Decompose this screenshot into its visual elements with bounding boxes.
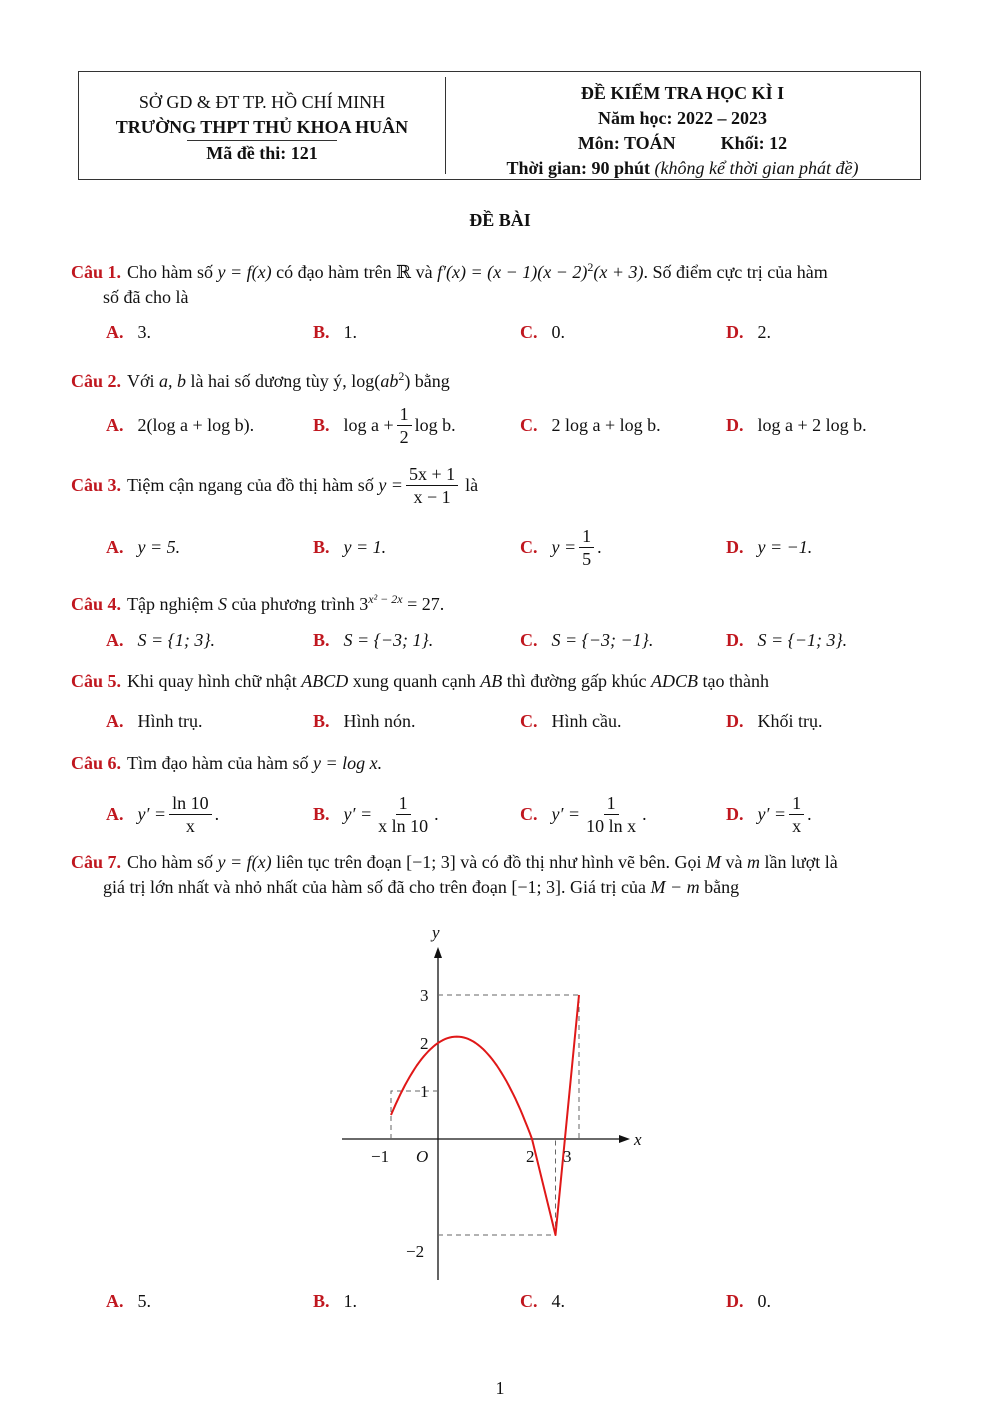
fraction-numerator: 1 [789,792,804,815]
page-number: 1 [495,1378,505,1398]
options-2 [106,400,946,450]
school-name: TRƯỜNG THPT THỦ KHOA HUÂN [115,117,409,137]
question-text: tạo thành [697,671,769,691]
option-a[interactable] [106,620,215,660]
option-text: log a + 2 log b. [757,414,867,435]
question-3 [71,460,941,510]
option-key: C. [520,629,538,650]
question-text: = 27. [402,594,445,614]
math-expr: y = log x. [312,753,383,773]
option-c[interactable] [520,400,661,450]
exam-code: Mã đề thi: 121 [206,143,318,163]
option-d[interactable] [726,522,812,572]
x-axis-arrow [619,1135,630,1143]
option-key: D. [726,414,744,435]
question-text: là [465,474,479,495]
question-text: là hai số dương tùy ý, log( [186,371,381,391]
option-text: 5. [137,1290,151,1311]
option-text: Hình nón. [343,710,416,731]
option-text: y′ = [343,803,373,824]
question-text: và có đồ thị như hình vẽ bên. Gọi [455,852,706,872]
option-d[interactable] [726,312,771,352]
option-text: 0. [551,321,565,342]
question-number: Câu 2. [71,371,122,391]
math-exponent: 2 [398,369,405,383]
function-graph [330,920,650,1290]
math-expr: a, b [159,371,187,391]
question-4 [71,587,941,617]
option-a[interactable] [106,522,180,572]
question-text: thì đường gấp khúc [502,671,651,691]
option-text: log b. [414,414,456,435]
option-text: y = [551,536,577,557]
math-symbol: ℝ [396,262,412,282]
x-tick-label: 2 [526,1147,535,1166]
option-text: log a + [343,414,394,435]
math-expr: (x + 3) [593,262,644,282]
time-note: (không kể thời gian phát đề) [654,158,859,178]
option-key: D. [726,710,744,731]
option-a[interactable] [106,1281,151,1321]
option-text: S = {1; 3}. [137,629,216,650]
page-title: ĐỀ BÀI [469,210,531,230]
exam-time [445,156,920,181]
question-5 [71,669,941,694]
question-text: Với [127,371,160,391]
option-key: C. [520,414,538,435]
question-text: . Giá trị của [561,877,651,897]
options-7 [106,1281,946,1321]
option-key: A. [106,1290,124,1311]
time-value: Thời gian: 90 phút [506,158,650,178]
school-year: Năm học: 2022 – 2023 [598,108,767,128]
option-c[interactable]: C. y′ = $\frac{1}{\text{10 ln x}}$ . [520,792,647,836]
option-b[interactable] [313,1281,357,1321]
fraction-denominator: 10 ln x [586,815,637,836]
fraction-numerator: ln 10 [169,792,212,815]
option-text: y′ = [757,803,787,824]
option-b[interactable] [313,620,433,660]
question-6 [71,751,941,776]
option-c[interactable] [520,701,621,741]
options-3 [106,522,946,572]
option-c[interactable] [520,1281,565,1321]
option-b[interactable] [313,400,456,450]
header-left [79,90,445,166]
option-key: A. [106,803,124,824]
question-text: . Số điểm cực trị của hàm [643,262,828,282]
question-7 [71,850,941,900]
question-number: Câu 1. [71,262,122,282]
question-1 [71,255,941,310]
function-curve [391,995,579,1235]
option-key: C. [520,1290,538,1311]
fraction [579,525,594,570]
department-name: SỞ GD & ĐT TP. HỒ CHÍ MINH [138,92,386,112]
fraction [397,403,412,448]
option-text: S = {−1; 3}. [757,629,848,650]
option-d[interactable] [726,701,823,741]
option-c[interactable] [520,312,565,352]
option-key: A. [106,536,124,557]
option-a[interactable] [106,312,151,352]
question-text: Cho hàm số [127,852,218,872]
question-number: Câu 4. [71,594,122,614]
question-number: Câu 7. [71,852,122,872]
fraction-denominator: 2 [399,426,409,447]
x-tick-label: −1 [371,1147,390,1166]
guide-line [438,1139,556,1235]
option-key: D. [726,803,744,824]
option-key: D. [726,629,744,650]
option-key: B. [313,629,330,650]
options-1 [106,312,946,352]
y-tick-label: 3 [420,986,429,1005]
option-text: 2(log a + log b). [137,414,255,435]
option-b[interactable] [313,312,357,352]
x-axis-label: x [634,1130,642,1149]
option-text: y = 5. [137,536,181,557]
option-key: B. [313,536,330,557]
fraction [583,792,639,837]
math-expr: y = f(x) [217,852,272,872]
option-c[interactable] [520,522,602,572]
options-5 [106,701,946,741]
math-expr: y = f(x) [217,262,272,282]
option-key: D. [726,1290,744,1311]
option-text: 1. [343,1290,358,1311]
fraction-denominator: x − 1 [413,486,451,507]
fraction [169,792,212,837]
fraction-numerator: 1 [397,403,412,426]
option-key: B. [313,321,330,342]
question-text: và [411,262,438,282]
question-text: của phương trình 3 [227,594,369,614]
fraction-denominator: x ln 10 [378,815,429,836]
option-text: Hình cầu. [551,710,622,731]
header-right [445,81,920,181]
math-expr: M [705,852,721,872]
question-text: lần lượt là [759,852,838,872]
y-axis-arrow [434,947,442,958]
question-text-cont: số đã cho là [103,287,189,307]
option-text: . [597,536,602,557]
option-text: 2. [757,321,771,342]
y-tick-label: 2 [420,1034,429,1053]
fraction-denominator: 5 [582,548,592,569]
fraction-numerator: 1 [604,792,619,815]
fraction [789,792,804,837]
grade: Khối: 12 [720,133,788,153]
y-tick-label: 1 [420,1082,429,1101]
question-text: Tìm đạo hàm của hàm số [127,753,313,773]
fraction-numerator: 5x + 1 [406,463,458,486]
option-b[interactable] [313,522,386,572]
math-expr: f′(x) = (x − 1)(x − 2) [437,262,588,282]
option-d[interactable] [726,400,867,450]
question-text: có đạo hàm trên [271,262,397,282]
option-text: Hình trụ. [137,710,203,731]
option-a[interactable] [106,400,254,450]
math-expr: m [746,852,760,872]
question-text-cont [71,875,941,900]
option-b[interactable] [313,701,416,741]
question-text: ) bằng [404,371,450,391]
option-key: C. [520,321,538,342]
question-2 [71,364,941,394]
option-c[interactable] [520,620,653,660]
question-number: Câu 5. [71,671,122,691]
math-expr: AB [480,671,503,691]
option-text: y = 1. [343,536,387,557]
option-key: B. [313,710,330,731]
math-expr: ADCB [650,671,698,691]
question-text: Cho hàm số [127,262,218,282]
guide-line [438,995,579,1139]
question-number: Câu 6. [71,753,122,773]
option-text: 1. [343,321,358,342]
option-key: A. [106,321,124,342]
option-d[interactable]: D. y′ = $\frac{1}{x}$ . [726,792,812,836]
math-exponent: 2 [587,260,594,274]
math-expr: S [218,594,227,614]
option-text: 2 log a + log b. [551,414,661,435]
option-text: 0. [757,1290,771,1311]
fraction-denominator: x [185,815,195,836]
exam-header [78,71,921,180]
option-d[interactable] [726,620,847,660]
math-expr: [−1; 3] [511,877,562,897]
question-text: bằng [699,877,740,897]
option-key: C. [520,803,538,824]
origin-label: O [416,1147,429,1166]
option-key: B. [313,414,330,435]
subject-grade [445,131,920,156]
option-a[interactable] [106,701,203,741]
option-text: S = {−3; 1}. [343,629,434,650]
fraction [375,792,431,837]
option-key: B. [313,803,330,824]
option-b[interactable]: B. y′ = $\frac{1}{\text{x ln 10}}$ . [313,792,439,836]
question-text: Tiệm cận ngang của đồ thị hàm số [127,474,379,495]
exam-title: ĐỀ KIỂM TRA HỌC KÌ I [580,83,785,103]
option-key: B. [313,1290,330,1311]
fraction-numerator: 1 [396,792,411,815]
option-key: A. [106,414,124,435]
math-expr: M − m [650,877,700,897]
question-text: liên tục trên đoạn [271,852,407,872]
math-expr: ab [380,371,399,391]
option-key: C. [520,710,538,731]
y-tick-label: −2 [406,1242,425,1261]
option-text: y′ = [551,803,581,824]
fraction-denominator: x [792,815,802,836]
y-axis-label: y [432,923,440,942]
question-text: giá trị lớn nhất và nhỏ nhất của hàm số đã cho trên đoạn [103,877,512,897]
option-key: D. [726,321,744,342]
options-6 [106,788,946,840]
options-4 [106,620,946,660]
option-key: C. [520,536,538,557]
math-expr: [−1; 3] [406,852,456,872]
option-text: 3. [137,321,151,342]
fraction-numerator: 1 [579,525,594,548]
question-text: Tập nghiệm [127,594,218,614]
question-text: và [720,852,747,872]
subject: Môn: TOÁN [577,133,676,153]
math-exponent: x² − 2x [368,592,403,606]
question-text: xung quanh cạnh [348,671,481,691]
option-key: A. [106,629,124,650]
fraction [406,463,458,508]
option-text: y = −1. [757,536,813,557]
math-expr: y = [378,474,403,495]
option-a[interactable]: A. y′ = $\frac{\ln 10}{x}$ . [106,792,220,836]
question-number: Câu 3. [71,474,122,495]
option-text: Khối trụ. [757,710,823,731]
math-expr: ABCD [301,671,349,691]
option-text: y′ = [137,803,167,824]
option-text: S = {−3; −1}. [551,629,654,650]
question-text: Khi quay hình chữ nhật [127,671,302,691]
option-text: 4. [551,1290,565,1311]
option-key: D. [726,536,744,557]
option-key: A. [106,710,124,731]
option-d[interactable] [726,1281,771,1321]
x-tick-label: 3 [563,1147,572,1166]
